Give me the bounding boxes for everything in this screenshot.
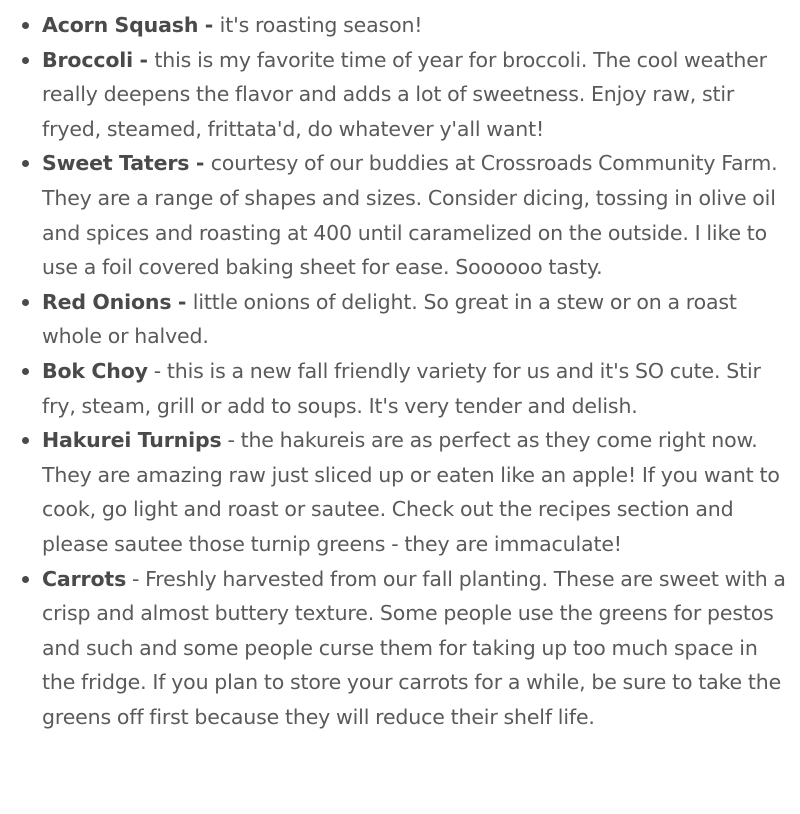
item-separator: - (198, 13, 220, 37)
bullet-icon (22, 576, 29, 583)
item-description: little onions of delight. So great in a stew or on a roast whole or halved. (42, 289, 737, 349)
item-description: this is a new fall friendly variety for us and it's SO cute. Stir fry, steam, grill or add to soups. It's very tender and delish. (42, 358, 761, 418)
item-name: Acorn Squash (42, 13, 199, 37)
bullet-icon (22, 437, 29, 444)
item-separator: - (189, 151, 211, 176)
item-description: courtesy of our buddies at Crossroads Community Farm. They are a range of shapes and sizes. Consider dicing, tossing in olive oil and spices and roasting at 400 until caramelized on the outside. I like to use a foil covered baking sheet for ease. Soooooo tasty. (42, 151, 778, 280)
list-item-acorn-squash (0, 8, 800, 43)
list-item-sweet-taters (0, 146, 800, 284)
item-separator: - (147, 358, 167, 383)
item-description: this is my favorite time of year for broccoli. The cool weather really deepens the flavor and adds a lot of sweetness. Enjoy raw, stir fryed, steamed, frittata'd, do whatever y'all want! (42, 47, 767, 141)
item-separator: - (221, 428, 241, 453)
item-name: Sweet Taters (42, 151, 190, 176)
list-item-bok-choy (0, 354, 800, 423)
list-item-hakurei-turnips (0, 423, 800, 561)
item-name: Bok Choy (42, 358, 148, 383)
item-name: Broccoli (42, 47, 134, 72)
bullet-icon (22, 57, 29, 64)
bullet-icon (22, 160, 29, 167)
list-item-carrots (0, 562, 800, 735)
item-separator: - (126, 566, 146, 591)
item-separator: - (171, 289, 193, 314)
item-description: Freshly harvested from our fall planting. These are sweet with a crisp and almost buttery texture. Some people use the greens for pestos and such and some people curse them for taking up too much space in the fridge. If you plan to store your carrots for a while, be sure to take the greens off first because they will reduce their shelf life. (42, 566, 786, 729)
item-name: Hakurei Turnips (42, 428, 222, 453)
item-name: Red Onions (42, 289, 172, 314)
item-separator: - (133, 47, 155, 72)
item-name: Carrots (42, 566, 127, 591)
list-item-broccoli (0, 43, 800, 147)
item-description: it's roasting season! (219, 13, 423, 37)
bullet-icon (22, 299, 29, 306)
bullet-icon (22, 368, 29, 375)
list-item-red-onions (0, 285, 800, 354)
item-description: the hakureis are as perfect as they come right now. They are amazing raw just sliced up or eaten like an apple! If you want to cook, go light and roast or sautee. Check out the recipes section and please sautee those turnip greens - they are immaculate! (42, 428, 780, 556)
bullet-icon (22, 22, 29, 29)
